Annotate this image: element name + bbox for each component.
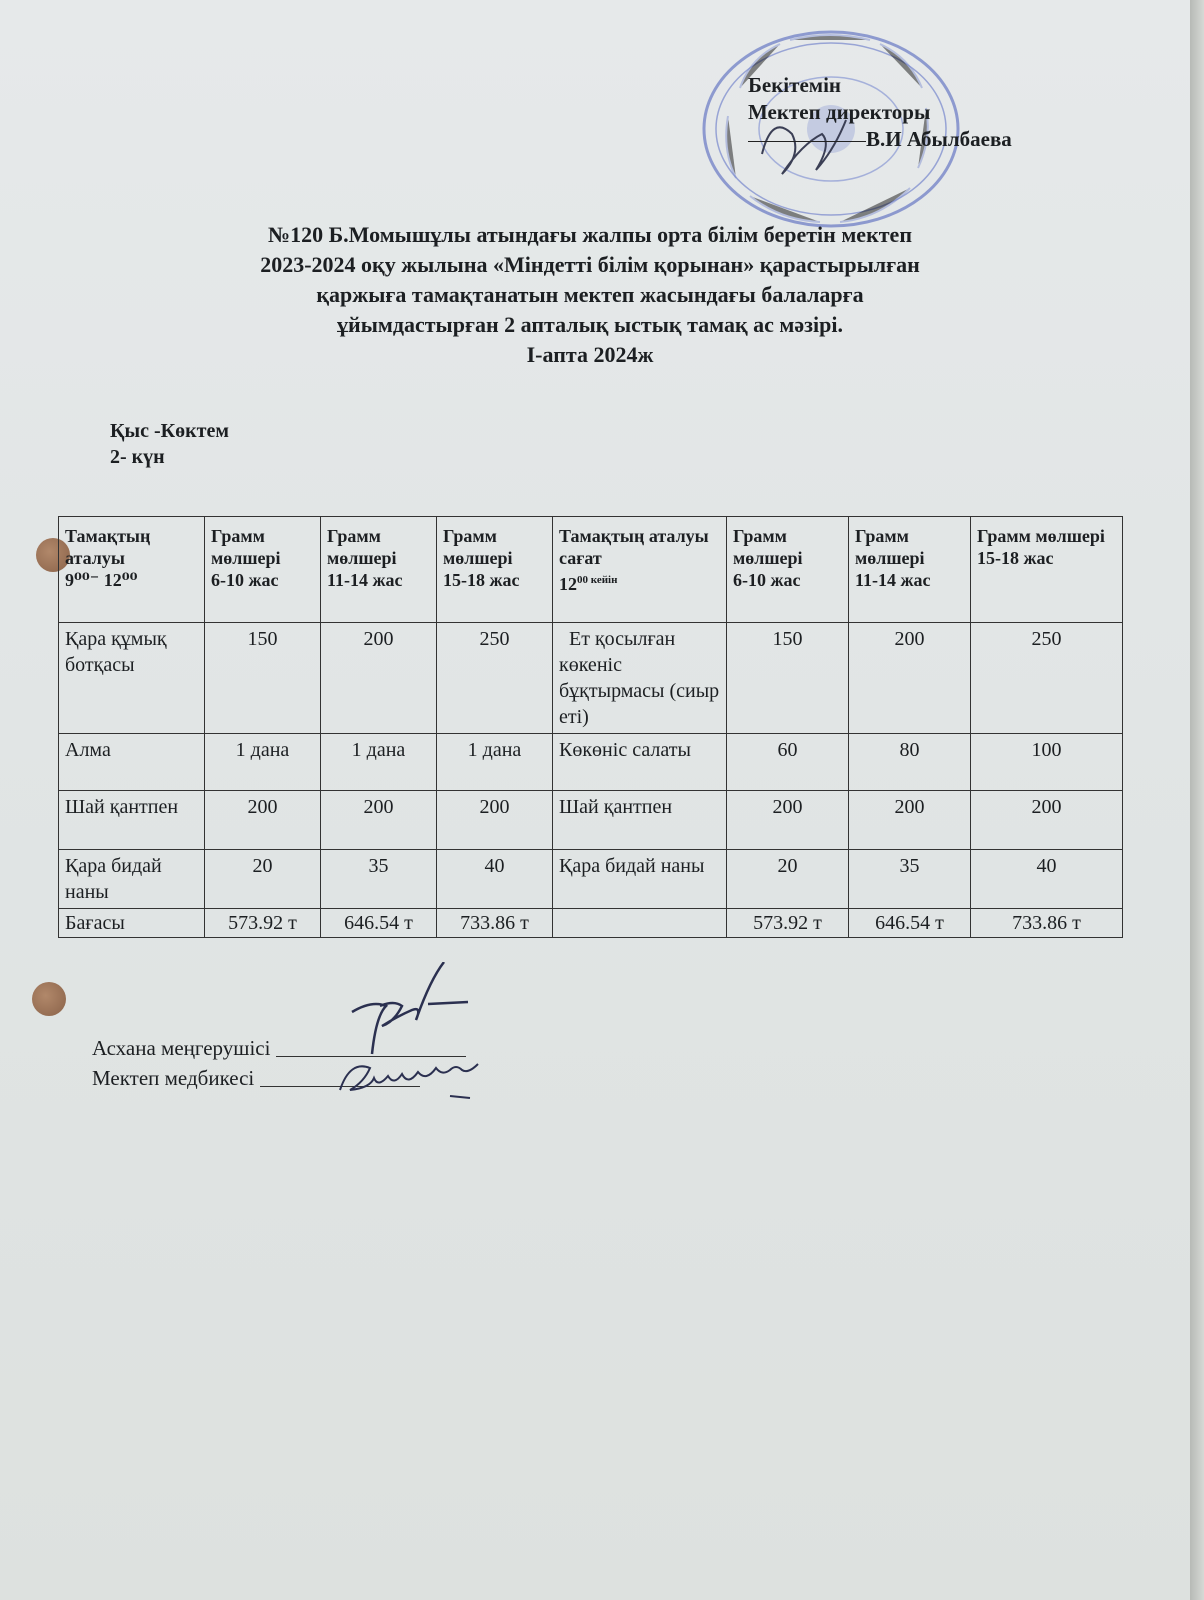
header-gram-15-18: Грамм мөлшері 15-18 жас [437, 517, 553, 623]
table-cell: 200 [971, 791, 1123, 850]
table-row [59, 791, 1123, 850]
table-cell: 573.92 т [727, 909, 849, 938]
approval-block [748, 72, 1012, 153]
title-line-1: №120 Б.Момышұлы атындағы жалпы орта білім беретін мектеп [267, 222, 912, 247]
table-cell: 733.86 т [971, 909, 1123, 938]
table-cell: 573.92 т [205, 909, 321, 938]
table-cell: 200 [849, 623, 971, 734]
table-cell: 200 [321, 791, 437, 850]
title-line-3: қаржыға тамақтанатын мектеп жасындағы балаларға [316, 282, 864, 307]
header-food-name-afternoon: Тамақтың аталуы сағат $12^{00 кейін}$ [553, 517, 727, 623]
header-gram-11-14-pm: Грамм мөлшері 11-14 жас [849, 517, 971, 623]
table-cell: 646.54 т [849, 909, 971, 938]
menu-table [58, 516, 1123, 938]
table-cell: 80 [849, 734, 971, 791]
table-row [59, 623, 1123, 734]
table-cell: 40 [971, 850, 1123, 909]
table-row [59, 734, 1123, 791]
table-cell: 100 [971, 734, 1123, 791]
table-cell: 200 [727, 791, 849, 850]
cook-signature [332, 962, 482, 1062]
table-cell: 1 дана [205, 734, 321, 791]
season-info [110, 418, 229, 470]
table-cell [553, 909, 727, 938]
header-gram-6-10-pm: Грамм мөлшері 6-10 жас [727, 517, 849, 623]
approval-director-name: В.И Абылбаева [866, 126, 1012, 153]
table-cell: Шай қантпен [553, 791, 727, 850]
header-food-name-morning: Тамақтың аталуы 9⁰⁰⁻ 12⁰⁰ [59, 517, 205, 623]
header-gram-6-10: Грамм мөлшері 6-10 жас [205, 517, 321, 623]
table-cell: 200 [205, 791, 321, 850]
approval-heading: Бекітемін [748, 73, 842, 97]
table-cell: Бағасы [59, 909, 205, 938]
nurse-label: Мектеп медбикесі [92, 1066, 255, 1090]
title-line-4: ұйымдастырған 2 апталық ыстық тамақ ас мәзірі. [337, 312, 843, 337]
title-line-2: 2023-2024 оқу жылына «Міндетті білім қорынан» қарастырылған [260, 252, 920, 277]
table-cell: 20 [205, 850, 321, 909]
table-cell: 200 [321, 623, 437, 734]
table-cell: 200 [437, 791, 553, 850]
table-cell: 60 [727, 734, 849, 791]
table-cell: Қара бидай наны [553, 850, 727, 909]
title-line-5: I-апта 2024ж [526, 342, 654, 367]
signature-line [748, 141, 866, 142]
table-cell: 200 [849, 791, 971, 850]
approval-position: Мектеп директоры [748, 100, 931, 124]
punch-hole-bottom [32, 982, 66, 1016]
paper-edge [1190, 0, 1204, 1600]
table-cell: Шай қантпен [59, 791, 205, 850]
nurse-signature [330, 1056, 490, 1106]
table-cell: 1 дана [437, 734, 553, 791]
table-row [59, 850, 1123, 909]
table-cell: 733.86 т [437, 909, 553, 938]
table-row-price [59, 909, 1123, 938]
document-title [60, 220, 1120, 370]
table-cell: Қара бидай наны [59, 850, 205, 909]
table-cell: 35 [849, 850, 971, 909]
table-cell: 150 [727, 623, 849, 734]
season-label: Қыс -Көктем [110, 420, 230, 442]
table-cell: Ет қосылған көкеніс бұқтырмасы (сиыр еті) [553, 623, 727, 734]
table-header-row [59, 517, 1123, 623]
table-cell: Алма [59, 734, 205, 791]
day-label: 2- күн [110, 446, 165, 468]
cook-label: Асхана меңгерушісі [92, 1036, 271, 1060]
table-cell: 20 [727, 850, 849, 909]
table-cell: 250 [437, 623, 553, 734]
table-cell: 35 [321, 850, 437, 909]
header-gram-11-14: Грамм мөлшері 11-14 жас [321, 517, 437, 623]
table-cell: 646.54 т [321, 909, 437, 938]
table-cell: Қара құмық ботқасы [59, 623, 205, 734]
table-cell: 250 [971, 623, 1123, 734]
table-cell: 40 [437, 850, 553, 909]
table-cell: 1 дана [321, 734, 437, 791]
header-gram-15-18-pm: Грамм мөлшері 15-18 жас [971, 517, 1123, 623]
table-cell: Көкөніс салаты [553, 734, 727, 791]
table-cell: 150 [205, 623, 321, 734]
